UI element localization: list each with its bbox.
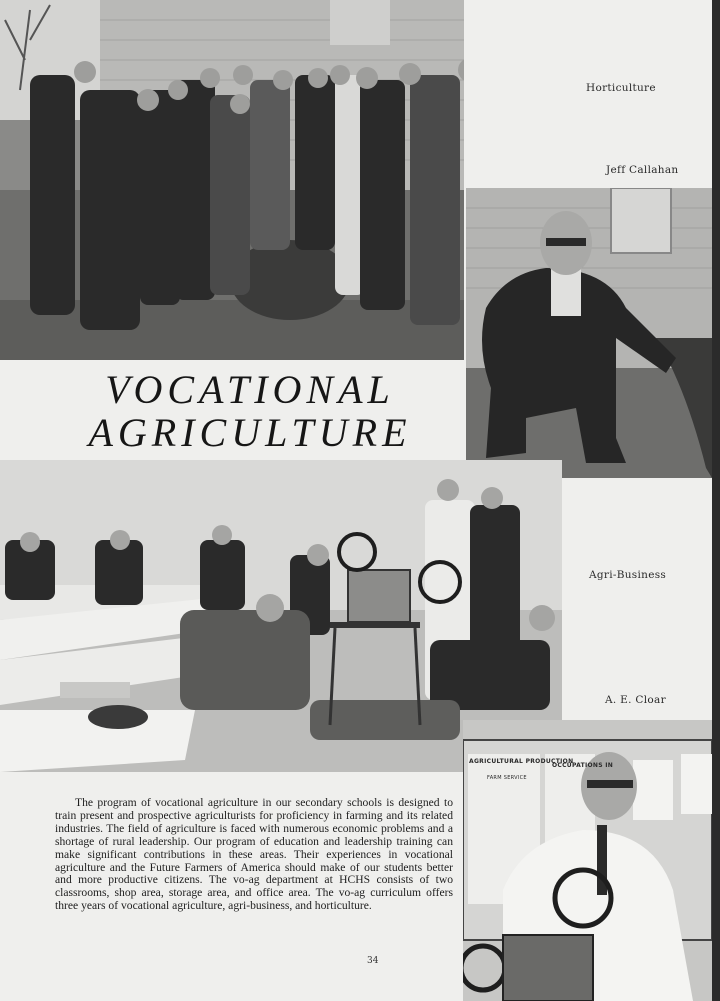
caption-horticulture: Horticulture — [586, 82, 656, 94]
caption-agri-business: Agri-Business — [589, 569, 667, 581]
body-paragraph: The program of vocational agriculture in our secondary schools is designed to train present and prospective agriculturists for proficiency in farming and its related industries. The field of agriculture is faced with numerous economic problems and a shortage of rural leadership. Our program of education and leadership training can make significant contributions in these areas. Their experiences in vocational agriculture and the Future Farmers of America should make of our students better and more productive citizens. The vo-ag department at HCHS consists of two classrooms, shop area, storage area, and office area. The vo-ag curriculum offers three years of vocational agriculture, agri-business, and horticulture. — [55, 796, 453, 913]
board-heading-1: AGRICULTURAL PRODUCTION — [469, 758, 574, 765]
horticulture-group-photo — [0, 0, 464, 360]
jeff-callahan-photo — [466, 188, 712, 478]
title-line-1: VOCATIONAL — [105, 367, 395, 412]
binding-edge — [712, 0, 720, 1001]
title-line-2: AGRICULTURE — [88, 410, 412, 455]
board-subheading: FARM SERVICE — [487, 775, 527, 781]
board-heading-2: OCCUPATIONS IN — [552, 762, 614, 769]
caption-ae-cloar: A. E. Cloar — [605, 694, 666, 706]
caption-jeff-callahan: Jeff Callahan — [606, 164, 679, 176]
page-number: 34 — [367, 956, 379, 966]
page-title — [40, 368, 460, 454]
